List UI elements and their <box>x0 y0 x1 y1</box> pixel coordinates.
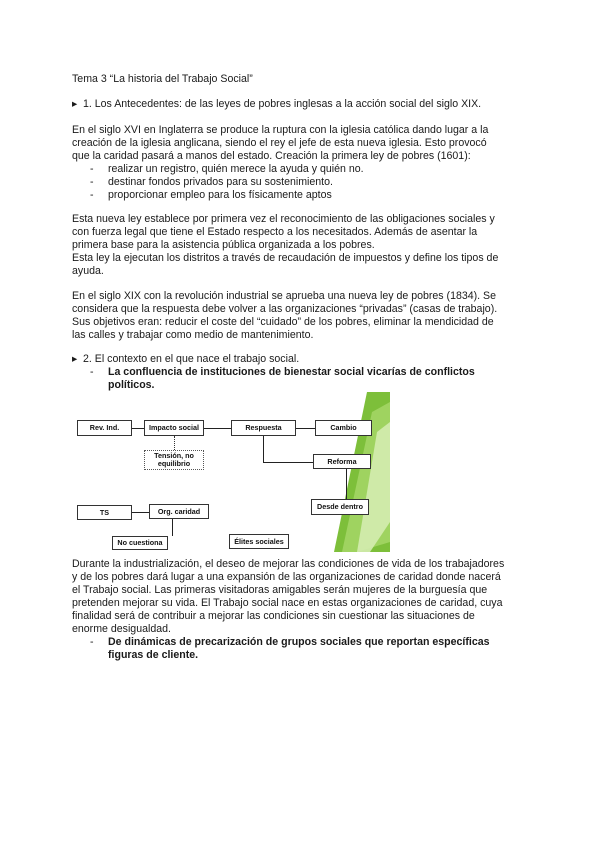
box-respuesta: Respuesta <box>231 420 296 436</box>
section2-heading-marker: ▸ <box>72 353 78 365</box>
paragraph-line: Sus objetivos eran: reducir el coste del “cuidado” de los pobres, eliminar la mendicidad de <box>72 316 494 328</box>
paragraph-line: enorme desigualdad. <box>72 623 171 635</box>
connector-line <box>204 428 231 429</box>
box-elites-sociales: Élites sociales <box>229 534 289 549</box>
paragraph-line: el Trabajo social. Las primeras visitadoras amigables serán mujeres de la burguesía que <box>72 584 488 596</box>
list-item: destinar fondos privados para su sostenimiento. <box>108 176 333 188</box>
bullet-dash: - <box>90 163 94 175</box>
connector-line <box>296 428 315 429</box>
paragraph-line: En el siglo XVI en Inglaterra se produce la ruptura con la iglesia católica dando lugar a la <box>72 124 489 136</box>
box-org-caridad: Org. caridad <box>149 504 209 519</box>
diagram-background <box>72 392 390 552</box>
paragraph-line: Esta nueva ley establece por primera vez el reconocimiento de las obligaciones sociales y <box>72 213 495 225</box>
paragraph-line: creación de la iglesia anglicana, siendo el rey el jefe de esta nueva iglesia. Esto provocó <box>72 137 487 149</box>
section2-heading: 2. El contexto en el que nace el trabajo social. <box>83 353 300 365</box>
list-item: proporcionar empleo para los físicamente aptos <box>108 189 332 201</box>
box-tension: Tensión, no equilibrio <box>144 450 204 470</box>
paragraph-line: con fuerza legal que tiene el Estado respecto a los necesitados. Además de asentar la <box>72 226 478 238</box>
bold-list-item-continuation: políticos. <box>108 379 155 391</box>
connector-line <box>263 462 313 463</box>
connector-line <box>346 469 347 499</box>
paragraph-line: que la caridad pasará a manos del estado. Creación la primera ley de pobres (1601): <box>72 150 471 162</box>
box-desde-dentro: Desde dentro <box>311 499 369 515</box>
paragraph-line: finalidad será de contribuir a mejorar las condiciones sin cuestionar las situaciones de <box>72 610 475 622</box>
box-no-cuestiona: No cuestiona <box>112 536 168 550</box>
connector-line <box>263 436 264 462</box>
paragraph-line: Durante la industrialización, el deseo de mejorar las condiciones de vida de los trabajadores <box>72 558 505 570</box>
paragraph-line: y de los pobres dará lugar a una expansión de las organizaciones de caridad donde nacerá <box>72 571 501 583</box>
bold-list-item: La confluencia de instituciones de bienestar social vicarías de conflictos <box>108 366 475 378</box>
box-reforma: Reforma <box>313 454 371 469</box>
bullet-dash: - <box>90 636 94 648</box>
connector-line <box>132 512 149 513</box>
paragraph-line: ayuda. <box>72 265 104 277</box>
box-rev-ind: Rev. Ind. <box>77 420 132 436</box>
box-impacto-social: Impacto social <box>144 420 204 436</box>
paragraph-line: Esta ley la ejecutan los distritos a través de recaudación de impuestos y define los tipos de <box>72 252 499 264</box>
box-ts: TS <box>77 505 132 520</box>
paragraph-line: pretenden mejorar su vida. El Trabajo social nace en estas organizaciones de caridad, cuya <box>72 597 503 609</box>
bullet-dash: - <box>90 366 94 378</box>
paragraph-line: considera que la respuesta debe volver a las organizaciones “privadas” (casas de trabajo). <box>72 303 498 315</box>
connector-line <box>132 428 144 429</box>
bullet-dash: - <box>90 189 94 201</box>
paragraph-line: primera base para la asistencia pública organizada a los pobres. <box>72 239 375 251</box>
box-cambio: Cambio <box>315 420 372 436</box>
paragraph-line: En el siglo XIX con la revolución industrial se aprueba una nueva ley de pobres (1834). Se <box>72 290 497 302</box>
section1-heading: 1. Los Antecedentes: de las leyes de pobres inglesas a la acción social del siglo XIX. <box>83 98 482 110</box>
section1-heading-marker: ▸ <box>72 98 78 110</box>
bold-list-item: De dinámicas de precarización de grupos sociales que reportan específicas <box>108 636 490 648</box>
bullet-dash: - <box>90 176 94 188</box>
connector-dotted <box>174 436 175 450</box>
list-item: realizar un registro, quién merece la ayuda y quién no. <box>108 163 364 175</box>
bold-list-item-continuation: figuras de cliente. <box>108 649 199 661</box>
doc-title: Tema 3 “La historia del Trabajo Social” <box>72 73 253 85</box>
paragraph-line: las calles y trabajar como medio de mantenimiento. <box>72 329 314 341</box>
diagram <box>72 392 390 552</box>
connector-line <box>172 519 173 536</box>
